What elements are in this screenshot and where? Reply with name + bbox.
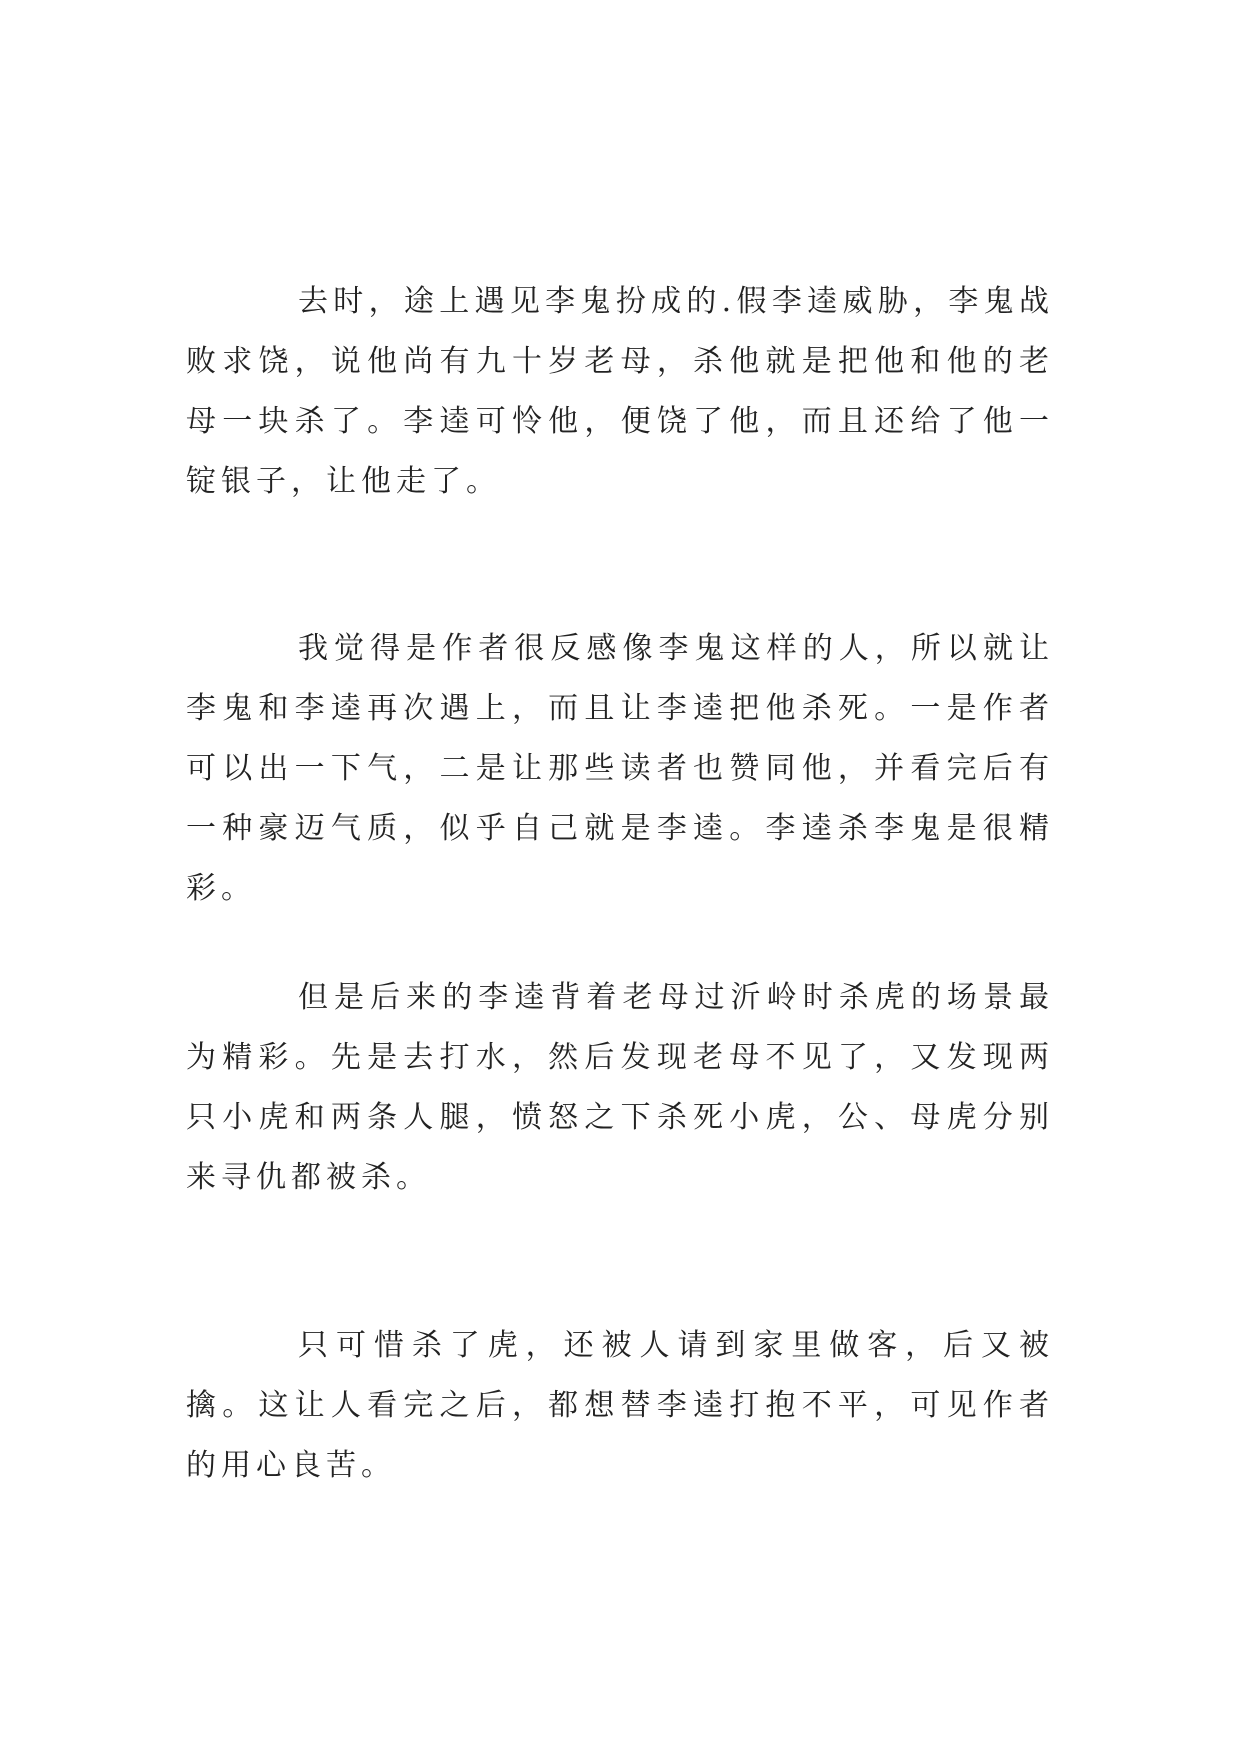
- paragraph-3: 但是后来的李逵背着老母过沂岭时杀虎的场景最为精彩。先是去打水，然后发现老母不见了，又发现两只小虎和两条人腿，愤怒之下杀死小虎，公、母虎分别来寻仇都被杀。: [186, 980, 1054, 1195]
- paragraph-4: 只可惜杀了虎，还被人请到家里做客，后又被擒。这让人看完之后，都想替李逵打抱不平，可见作者的用心良苦。: [186, 1328, 1054, 1483]
- paragraph-1: 去时，途上遇见李鬼扮成的.假李逵威胁，李鬼战败求饶，说他尚有九十岁老母，杀他就是把他和他的老母一块杀了。李逵可怜他，便饶了他，而且还给了他一锭银子，让他走了。: [186, 284, 1054, 499]
- paragraph-2: 我觉得是作者很反感像李鬼这样的人，所以就让李鬼和李逵再次遇上，而且让李逵把他杀死。一是作者可以出一下气，二是让那些读者也赞同他，并看完后有一种豪迈气质，似乎自己就是李逵。李逵杀李鬼是很精彩。: [186, 631, 1054, 906]
